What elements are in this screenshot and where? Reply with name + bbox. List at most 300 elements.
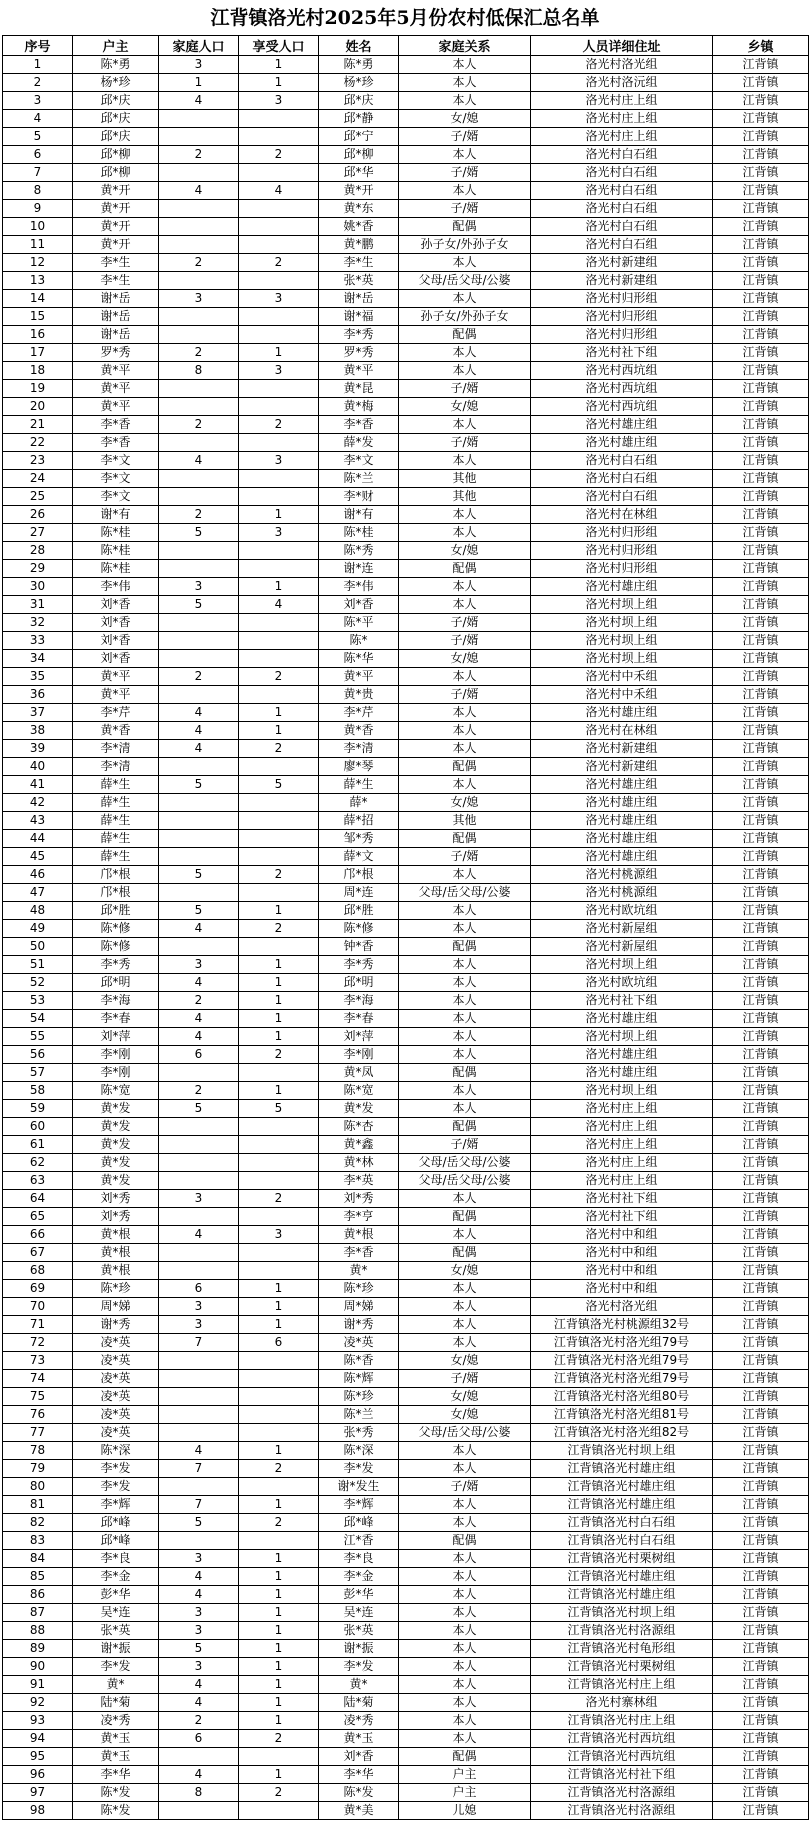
cell-address: 洛光村白石组 bbox=[531, 182, 713, 200]
cell-name: 陈*深 bbox=[319, 1442, 399, 1460]
cell-relation: 本人 bbox=[399, 596, 531, 614]
cell-name: 李*香 bbox=[319, 416, 399, 434]
cell-relation: 本人 bbox=[399, 1712, 531, 1730]
cell-family-size bbox=[159, 1064, 239, 1082]
table-row bbox=[3, 236, 809, 254]
cell-name: 陈*珍 bbox=[319, 1388, 399, 1406]
cell-beneficiary-count bbox=[239, 326, 319, 344]
cell-index: 51 bbox=[3, 956, 73, 974]
cell-relation: 本人 bbox=[399, 1568, 531, 1586]
cell-index: 36 bbox=[3, 686, 73, 704]
cell-householder: 黄*发 bbox=[73, 1100, 159, 1118]
cell-beneficiary-count: 4 bbox=[239, 182, 319, 200]
cell-index: 58 bbox=[3, 1082, 73, 1100]
cell-name: 李*刚 bbox=[319, 1046, 399, 1064]
cell-township: 江背镇 bbox=[713, 1532, 809, 1550]
table-row bbox=[3, 308, 809, 326]
cell-family-size: 4 bbox=[159, 722, 239, 740]
cell-name: 薛*发 bbox=[319, 434, 399, 452]
cell-township: 江背镇 bbox=[713, 56, 809, 74]
cell-family-size bbox=[159, 938, 239, 956]
cell-name: 刘*萍 bbox=[319, 1028, 399, 1046]
cell-beneficiary-count: 1 bbox=[239, 344, 319, 362]
cell-relation: 本人 bbox=[399, 1586, 531, 1604]
cell-householder: 薛*生 bbox=[73, 830, 159, 848]
cell-householder: 凌*英 bbox=[73, 1424, 159, 1442]
cell-householder: 邱*庆 bbox=[73, 110, 159, 128]
table-row bbox=[3, 1046, 809, 1064]
cell-address: 洛光村归形组 bbox=[531, 542, 713, 560]
cell-family-size bbox=[159, 470, 239, 488]
cell-family-size: 2 bbox=[159, 416, 239, 434]
cell-township: 江背镇 bbox=[713, 1064, 809, 1082]
cell-index: 72 bbox=[3, 1334, 73, 1352]
table-row bbox=[3, 398, 809, 416]
cell-address: 江背镇洛光村西坑组 bbox=[531, 1730, 713, 1748]
cell-index: 32 bbox=[3, 614, 73, 632]
cell-relation: 女/媳 bbox=[399, 794, 531, 812]
cell-family-size bbox=[159, 848, 239, 866]
table-row bbox=[3, 776, 809, 794]
table-row bbox=[3, 488, 809, 506]
cell-township: 江背镇 bbox=[713, 542, 809, 560]
cell-family-size bbox=[159, 326, 239, 344]
table-row bbox=[3, 1172, 809, 1190]
cell-beneficiary-count: 1 bbox=[239, 1442, 319, 1460]
cell-name: 李*发 bbox=[319, 1460, 399, 1478]
cell-address: 洛光村雄庄组 bbox=[531, 812, 713, 830]
cell-township: 江背镇 bbox=[713, 146, 809, 164]
cell-address: 洛光村白石组 bbox=[531, 146, 713, 164]
table-row bbox=[3, 722, 809, 740]
cell-township: 江背镇 bbox=[713, 1316, 809, 1334]
cell-township: 江背镇 bbox=[713, 308, 809, 326]
table-row bbox=[3, 650, 809, 668]
cell-beneficiary-count: 5 bbox=[239, 1100, 319, 1118]
cell-relation: 本人 bbox=[399, 182, 531, 200]
cell-address: 洛光村桃源组 bbox=[531, 884, 713, 902]
cell-family-size bbox=[159, 236, 239, 254]
header-row bbox=[3, 36, 809, 56]
cell-township: 江背镇 bbox=[713, 1550, 809, 1568]
cell-name: 邱*宁 bbox=[319, 128, 399, 146]
cell-name: 黄*东 bbox=[319, 200, 399, 218]
cell-address: 洛光村中和组 bbox=[531, 1262, 713, 1280]
cell-beneficiary-count: 2 bbox=[239, 866, 319, 884]
cell-relation: 女/媳 bbox=[399, 1406, 531, 1424]
cell-name: 杨*珍 bbox=[319, 74, 399, 92]
cell-relation: 女/媳 bbox=[399, 398, 531, 416]
table-row bbox=[3, 380, 809, 398]
cell-township: 江背镇 bbox=[713, 578, 809, 596]
cell-householder: 陈*发 bbox=[73, 1802, 159, 1820]
cell-township: 江背镇 bbox=[713, 1406, 809, 1424]
cell-name: 薛*招 bbox=[319, 812, 399, 830]
cell-beneficiary-count: 1 bbox=[239, 1586, 319, 1604]
cell-index: 40 bbox=[3, 758, 73, 776]
table-row bbox=[3, 1010, 809, 1028]
cell-relation: 配偶 bbox=[399, 1532, 531, 1550]
cell-family-size: 3 bbox=[159, 1622, 239, 1640]
table-row bbox=[3, 1262, 809, 1280]
cell-family-size bbox=[159, 794, 239, 812]
cell-address: 洛光村中和组 bbox=[531, 1280, 713, 1298]
cell-householder: 谢*振 bbox=[73, 1640, 159, 1658]
cell-township: 江背镇 bbox=[713, 272, 809, 290]
cell-name: 李*香 bbox=[319, 1244, 399, 1262]
cell-relation: 父母/岳父母/公婆 bbox=[399, 884, 531, 902]
cell-beneficiary-count bbox=[239, 1532, 319, 1550]
cell-address: 洛光村洛光组 bbox=[531, 56, 713, 74]
cell-beneficiary-count: 1 bbox=[239, 704, 319, 722]
cell-index: 55 bbox=[3, 1028, 73, 1046]
cell-householder: 李*良 bbox=[73, 1550, 159, 1568]
cell-family-size bbox=[159, 218, 239, 236]
cell-name: 陈*兰 bbox=[319, 470, 399, 488]
cell-relation: 本人 bbox=[399, 344, 531, 362]
cell-relation: 本人 bbox=[399, 1622, 531, 1640]
cell-householder: 刘*香 bbox=[73, 596, 159, 614]
cell-address: 洛光村白石组 bbox=[531, 452, 713, 470]
cell-relation: 本人 bbox=[399, 1640, 531, 1658]
cell-relation: 本人 bbox=[399, 524, 531, 542]
cell-householder: 李*芹 bbox=[73, 704, 159, 722]
cell-beneficiary-count bbox=[239, 1172, 319, 1190]
table-row bbox=[3, 794, 809, 812]
cell-beneficiary-count: 2 bbox=[239, 668, 319, 686]
cell-relation: 子/婿 bbox=[399, 1478, 531, 1496]
cell-beneficiary-count: 3 bbox=[239, 362, 319, 380]
cell-family-size: 3 bbox=[159, 1316, 239, 1334]
cell-relation: 本人 bbox=[399, 1658, 531, 1676]
cell-householder: 邱*峰 bbox=[73, 1532, 159, 1550]
cell-family-size bbox=[159, 128, 239, 146]
cell-township: 江背镇 bbox=[713, 848, 809, 866]
cell-householder: 凌*英 bbox=[73, 1334, 159, 1352]
cell-address: 洛光村中禾组 bbox=[531, 686, 713, 704]
cell-index: 29 bbox=[3, 560, 73, 578]
table-row bbox=[3, 1100, 809, 1118]
cell-township: 江背镇 bbox=[713, 1604, 809, 1622]
cell-address: 洛光村归形组 bbox=[531, 326, 713, 344]
cell-index: 13 bbox=[3, 272, 73, 290]
cell-township: 江背镇 bbox=[713, 1262, 809, 1280]
cell-address: 洛光村白石组 bbox=[531, 164, 713, 182]
header-name: 姓名 bbox=[319, 36, 399, 56]
cell-family-size bbox=[159, 1136, 239, 1154]
cell-name: 谢*振 bbox=[319, 1640, 399, 1658]
table-row bbox=[3, 848, 809, 866]
cell-index: 43 bbox=[3, 812, 73, 830]
cell-index: 37 bbox=[3, 704, 73, 722]
cell-name: 谢*发生 bbox=[319, 1478, 399, 1496]
cell-householder: 李*海 bbox=[73, 992, 159, 1010]
table-row bbox=[3, 1586, 809, 1604]
cell-township: 江背镇 bbox=[713, 1010, 809, 1028]
cell-index: 76 bbox=[3, 1406, 73, 1424]
cell-relation: 本人 bbox=[399, 416, 531, 434]
cell-beneficiary-count: 3 bbox=[239, 290, 319, 308]
cell-beneficiary-count bbox=[239, 218, 319, 236]
cell-family-size bbox=[159, 812, 239, 830]
cell-township: 江背镇 bbox=[713, 1334, 809, 1352]
cell-index: 66 bbox=[3, 1226, 73, 1244]
table-row bbox=[3, 686, 809, 704]
cell-index: 91 bbox=[3, 1676, 73, 1694]
table-row bbox=[3, 596, 809, 614]
cell-township: 江背镇 bbox=[713, 1190, 809, 1208]
cell-name: 陈*辉 bbox=[319, 1370, 399, 1388]
cell-address: 洛光村坝上组 bbox=[531, 1028, 713, 1046]
cell-beneficiary-count: 4 bbox=[239, 596, 319, 614]
table-row bbox=[3, 128, 809, 146]
cell-township: 江背镇 bbox=[713, 1622, 809, 1640]
cell-township: 江背镇 bbox=[713, 290, 809, 308]
cell-beneficiary-count: 1 bbox=[239, 1496, 319, 1514]
table-row bbox=[3, 1676, 809, 1694]
cell-index: 97 bbox=[3, 1784, 73, 1802]
cell-relation: 配偶 bbox=[399, 1748, 531, 1766]
cell-beneficiary-count: 2 bbox=[239, 254, 319, 272]
cell-index: 9 bbox=[3, 200, 73, 218]
cell-index: 84 bbox=[3, 1550, 73, 1568]
cell-name: 谢*福 bbox=[319, 308, 399, 326]
cell-township: 江背镇 bbox=[713, 1442, 809, 1460]
cell-family-size: 3 bbox=[159, 290, 239, 308]
cell-index: 48 bbox=[3, 902, 73, 920]
table-row bbox=[3, 1658, 809, 1676]
cell-index: 53 bbox=[3, 992, 73, 1010]
cell-householder: 黄*平 bbox=[73, 380, 159, 398]
cell-family-size: 4 bbox=[159, 1676, 239, 1694]
header-address: 人员详细住址 bbox=[531, 36, 713, 56]
cell-name: 李*生 bbox=[319, 254, 399, 272]
cell-address: 江背镇洛光村桃源组32号 bbox=[531, 1316, 713, 1334]
cell-address: 洛光村雄庄组 bbox=[531, 794, 713, 812]
cell-householder: 李*春 bbox=[73, 1010, 159, 1028]
table-row bbox=[3, 956, 809, 974]
cell-index: 3 bbox=[3, 92, 73, 110]
cell-address: 洛光村寨林组 bbox=[531, 1694, 713, 1712]
cell-address: 洛光村新屋组 bbox=[531, 938, 713, 956]
cell-family-size bbox=[159, 884, 239, 902]
cell-relation: 本人 bbox=[399, 956, 531, 974]
cell-family-size bbox=[159, 488, 239, 506]
cell-beneficiary-count bbox=[239, 812, 319, 830]
cell-township: 江背镇 bbox=[713, 776, 809, 794]
cell-relation: 本人 bbox=[399, 1100, 531, 1118]
cell-family-size bbox=[159, 758, 239, 776]
cell-beneficiary-count: 2 bbox=[239, 1514, 319, 1532]
cell-relation: 本人 bbox=[399, 722, 531, 740]
cell-index: 77 bbox=[3, 1424, 73, 1442]
cell-index: 2 bbox=[3, 74, 73, 92]
cell-index: 34 bbox=[3, 650, 73, 668]
cell-beneficiary-count: 2 bbox=[239, 740, 319, 758]
cell-index: 61 bbox=[3, 1136, 73, 1154]
cell-index: 6 bbox=[3, 146, 73, 164]
cell-family-size bbox=[159, 1352, 239, 1370]
cell-township: 江背镇 bbox=[713, 1118, 809, 1136]
cell-address: 江背镇洛光村洛光组79号 bbox=[531, 1334, 713, 1352]
cell-family-size bbox=[159, 1532, 239, 1550]
cell-family-size: 3 bbox=[159, 578, 239, 596]
cell-name: 黄*发 bbox=[319, 1100, 399, 1118]
cell-householder: 黄*发 bbox=[73, 1118, 159, 1136]
table-row bbox=[3, 902, 809, 920]
cell-address: 洛光村中和组 bbox=[531, 1244, 713, 1262]
cell-householder: 罗*秀 bbox=[73, 344, 159, 362]
cell-family-size: 4 bbox=[159, 1586, 239, 1604]
cell-householder: 黄*发 bbox=[73, 1154, 159, 1172]
cell-address: 江背镇洛光村雄庄组 bbox=[531, 1460, 713, 1478]
cell-township: 江背镇 bbox=[713, 704, 809, 722]
cell-relation: 子/婿 bbox=[399, 848, 531, 866]
cell-address: 洛光村白石组 bbox=[531, 200, 713, 218]
cell-name: 李*财 bbox=[319, 488, 399, 506]
cell-name: 李*文 bbox=[319, 452, 399, 470]
cell-township: 江背镇 bbox=[713, 1388, 809, 1406]
cell-householder: 凌*英 bbox=[73, 1388, 159, 1406]
cell-address: 江背镇洛光村白石组 bbox=[531, 1532, 713, 1550]
cell-family-size: 6 bbox=[159, 1046, 239, 1064]
cell-householder: 黄*开 bbox=[73, 236, 159, 254]
cell-family-size: 2 bbox=[159, 992, 239, 1010]
cell-beneficiary-count bbox=[239, 1118, 319, 1136]
cell-relation: 本人 bbox=[399, 1334, 531, 1352]
cell-beneficiary-count: 1 bbox=[239, 1568, 319, 1586]
cell-beneficiary-count bbox=[239, 830, 319, 848]
cell-householder: 李*香 bbox=[73, 416, 159, 434]
cell-relation: 女/媳 bbox=[399, 1388, 531, 1406]
cell-householder: 刘*香 bbox=[73, 650, 159, 668]
cell-family-size: 2 bbox=[159, 1082, 239, 1100]
cell-name: 邹*秀 bbox=[319, 830, 399, 848]
cell-householder: 李*华 bbox=[73, 1766, 159, 1784]
cell-family-size bbox=[159, 686, 239, 704]
table-row bbox=[3, 344, 809, 362]
cell-relation: 本人 bbox=[399, 704, 531, 722]
cell-township: 江背镇 bbox=[713, 1208, 809, 1226]
cell-family-size: 5 bbox=[159, 1640, 239, 1658]
cell-name: 陈*发 bbox=[319, 1784, 399, 1802]
cell-index: 98 bbox=[3, 1802, 73, 1820]
cell-name: 姚*香 bbox=[319, 218, 399, 236]
cell-beneficiary-count bbox=[239, 1802, 319, 1820]
cell-name: 黄*鹏 bbox=[319, 236, 399, 254]
cell-name: 谢*连 bbox=[319, 560, 399, 578]
cell-householder: 彭*华 bbox=[73, 1586, 159, 1604]
cell-beneficiary-count bbox=[239, 1406, 319, 1424]
cell-index: 59 bbox=[3, 1100, 73, 1118]
cell-index: 15 bbox=[3, 308, 73, 326]
cell-family-size: 3 bbox=[159, 1658, 239, 1676]
cell-beneficiary-count bbox=[239, 1424, 319, 1442]
cell-name: 李*良 bbox=[319, 1550, 399, 1568]
cell-address: 洛光村庄上组 bbox=[531, 1136, 713, 1154]
cell-name: 陈*香 bbox=[319, 1352, 399, 1370]
cell-beneficiary-count: 1 bbox=[239, 974, 319, 992]
cell-township: 江背镇 bbox=[713, 1046, 809, 1064]
cell-index: 26 bbox=[3, 506, 73, 524]
cell-family-size: 3 bbox=[159, 1190, 239, 1208]
cell-family-size: 6 bbox=[159, 1280, 239, 1298]
cell-index: 70 bbox=[3, 1298, 73, 1316]
cell-address: 洛光村中禾组 bbox=[531, 668, 713, 686]
cell-index: 95 bbox=[3, 1748, 73, 1766]
cell-beneficiary-count bbox=[239, 938, 319, 956]
table-row bbox=[3, 1316, 809, 1334]
cell-family-size: 5 bbox=[159, 866, 239, 884]
cell-family-size bbox=[159, 398, 239, 416]
cell-householder: 黄*根 bbox=[73, 1262, 159, 1280]
cell-householder: 薛*生 bbox=[73, 848, 159, 866]
cell-family-size: 4 bbox=[159, 1226, 239, 1244]
cell-householder: 李*发 bbox=[73, 1478, 159, 1496]
cell-address: 江背镇洛光村雄庄组 bbox=[531, 1478, 713, 1496]
cell-index: 22 bbox=[3, 434, 73, 452]
table-row bbox=[3, 1028, 809, 1046]
cell-name: 陈*华 bbox=[319, 650, 399, 668]
cell-name: 陈*宽 bbox=[319, 1082, 399, 1100]
cell-address: 洛光村庄上组 bbox=[531, 1172, 713, 1190]
table-row bbox=[3, 1208, 809, 1226]
cell-householder: 凌*英 bbox=[73, 1352, 159, 1370]
cell-beneficiary-count bbox=[239, 1478, 319, 1496]
cell-name: 薛*文 bbox=[319, 848, 399, 866]
cell-householder: 邱*胜 bbox=[73, 902, 159, 920]
cell-beneficiary-count bbox=[239, 488, 319, 506]
cell-township: 江背镇 bbox=[713, 1676, 809, 1694]
cell-address: 江背镇洛光村庄上组 bbox=[531, 1676, 713, 1694]
cell-beneficiary-count bbox=[239, 650, 319, 668]
sheet-title: 江背镇洛光村2025年5月份农村低保汇总名单 bbox=[210, 7, 600, 29]
table-row bbox=[3, 1748, 809, 1766]
cell-index: 89 bbox=[3, 1640, 73, 1658]
table-row bbox=[3, 866, 809, 884]
table-row bbox=[3, 812, 809, 830]
cell-address: 洛光村新建组 bbox=[531, 254, 713, 272]
cell-index: 42 bbox=[3, 794, 73, 812]
table-row bbox=[3, 1730, 809, 1748]
cell-relation: 本人 bbox=[399, 362, 531, 380]
cell-relation: 子/婿 bbox=[399, 1136, 531, 1154]
cell-householder: 黄* bbox=[73, 1676, 159, 1694]
cell-family-size bbox=[159, 1802, 239, 1820]
cell-relation: 子/婿 bbox=[399, 434, 531, 452]
cell-beneficiary-count bbox=[239, 1388, 319, 1406]
table-row bbox=[3, 1766, 809, 1784]
cell-township: 江背镇 bbox=[713, 1082, 809, 1100]
cell-name: 李*芹 bbox=[319, 704, 399, 722]
cell-beneficiary-count: 1 bbox=[239, 1622, 319, 1640]
table-row bbox=[3, 992, 809, 1010]
table-row bbox=[3, 362, 809, 380]
cell-beneficiary-count bbox=[239, 380, 319, 398]
cell-township: 江背镇 bbox=[713, 74, 809, 92]
cell-family-size: 4 bbox=[159, 1442, 239, 1460]
cell-address: 洛光村归形组 bbox=[531, 308, 713, 326]
cell-beneficiary-count bbox=[239, 542, 319, 560]
cell-township: 江背镇 bbox=[713, 992, 809, 1010]
cell-address: 江背镇洛光村龟形组 bbox=[531, 1640, 713, 1658]
cell-family-size: 4 bbox=[159, 452, 239, 470]
cell-relation: 本人 bbox=[399, 56, 531, 74]
cell-township: 江背镇 bbox=[713, 1694, 809, 1712]
cell-township: 江背镇 bbox=[713, 596, 809, 614]
cell-relation: 孙子女/外孙子女 bbox=[399, 236, 531, 254]
cell-index: 87 bbox=[3, 1604, 73, 1622]
